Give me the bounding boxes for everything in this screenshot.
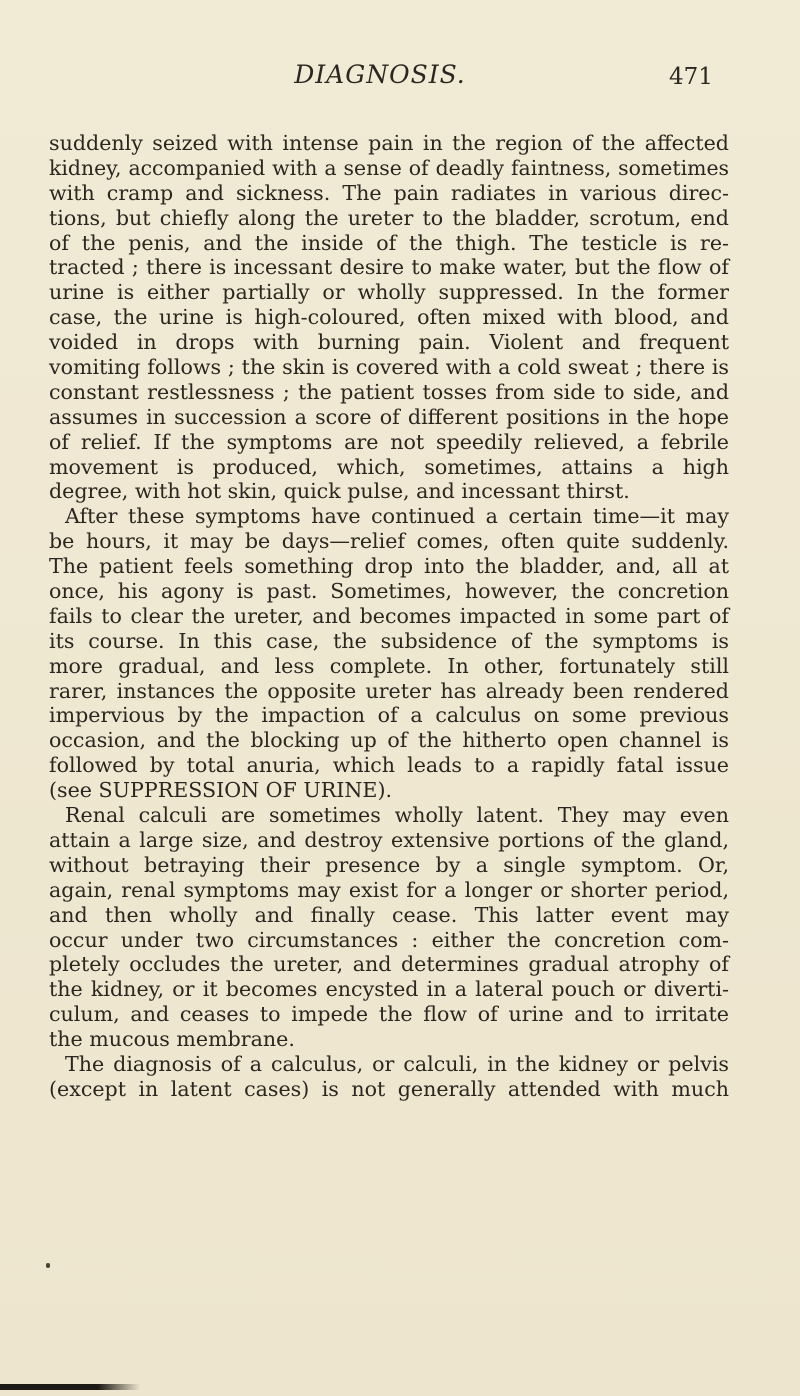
text-line: After these symptoms have continued a certain time—it may <box>65 504 729 529</box>
text-line: suddenly seized with intense pain in the region of the affected <box>49 131 729 155</box>
text-line: pletely occludes the ureter, and determines gradual atrophy of <box>49 952 729 977</box>
text-line: The diagnosis of a calculus, or calculi, in the kidney or pelvis <box>65 1051 729 1076</box>
text-line: assumes in succession a score of different positions in the hope <box>49 404 729 429</box>
text-line: without betraying their presence by a single symptom. Or, <box>49 852 729 877</box>
text-line: The patient feels something drop into the bladder, and, all at <box>49 554 729 579</box>
text-line: the kidney, or it becomes encysted in a lateral pouch or diverti- <box>49 977 729 1002</box>
text-line: tracted ; there is incessant desire to make water, but the flow of <box>49 255 729 280</box>
text-line: fails to clear the ureter, and becomes impacted in some part of <box>49 603 729 628</box>
text-line: again, renal symptoms may exist for a longer or shorter period, <box>49 877 729 902</box>
text-line: of relief. If the symptoms are not speedily relieved, a febrile <box>49 429 729 454</box>
text-line: once, his agony is past. Sometimes, however, the concretion <box>49 579 729 604</box>
text-line: of the penis, and the inside of the thigh. The testicle is re- <box>49 230 729 255</box>
text-line: impervious by the impaction of a calculus on some previous <box>49 703 729 728</box>
text-line: tions, but chiefly along the ureter to the bladder, scrotum, end <box>49 205 729 230</box>
page-number: 471 <box>669 64 713 90</box>
text-line: vomiting follows ; the skin is covered with a cold sweat ; there is <box>49 355 729 380</box>
text-line: occasion, and the blocking up of the hitherto open channel is <box>49 728 729 753</box>
text-line: degree, with hot skin, quick pulse, and incessant thirst. <box>49 479 630 504</box>
text-line: (except in latent cases) is not generally attended with much <box>49 1076 729 1101</box>
text-line: and then wholly and finally cease. This latter event may <box>49 902 729 927</box>
body-text <box>49 131 729 1102</box>
text-line: rarer, instances the opposite ureter has already been rendered <box>49 678 729 703</box>
text-line: more gradual, and less complete. In other, fortunately still <box>49 653 729 678</box>
text-line: occur under two circumstances : either the concretion com- <box>49 927 729 952</box>
text-line: followed by total anuria, which leads to a rapidly fatal issue <box>49 753 729 778</box>
running-title: DIAGNOSIS. <box>294 60 466 89</box>
text-line: Renal calculi are sometimes wholly latent. They may even <box>65 803 729 828</box>
text-line: the mucous membrane. <box>49 1027 295 1052</box>
text-line: movement is produced, which, sometimes, attains a high <box>49 454 729 479</box>
running-head <box>0 58 800 98</box>
text-line: culum, and ceases to impede the flow of urine and to irritate <box>49 1002 729 1027</box>
bottom-edge-shadow <box>0 1384 140 1390</box>
ink-speck <box>46 1263 50 1268</box>
text-line: urine is either partially or wholly suppressed. In the former <box>49 280 729 305</box>
text-line: with cramp and sickness. The pain radiates in various direc- <box>49 180 729 205</box>
text-line: voided in drops with burning pain. Violent and frequent <box>49 330 729 355</box>
text-line: attain a large size, and destroy extensive portions of the gland, <box>49 827 729 852</box>
text-line: (see SUPPRESSION OF URINE). <box>49 778 393 803</box>
text-line: kidney, accompanied with a sense of deadly faintness, sometimes <box>49 155 729 180</box>
text-line: be hours, it may be days—relief comes, often quite suddenly. <box>49 529 729 554</box>
text-line: case, the urine is high-coloured, often mixed with blood, and <box>49 305 729 330</box>
text-line: its course. In this case, the subsidence of the symptoms is <box>49 628 729 653</box>
text-line: constant restlessness ; the patient tosses from side to side, and <box>49 379 729 404</box>
